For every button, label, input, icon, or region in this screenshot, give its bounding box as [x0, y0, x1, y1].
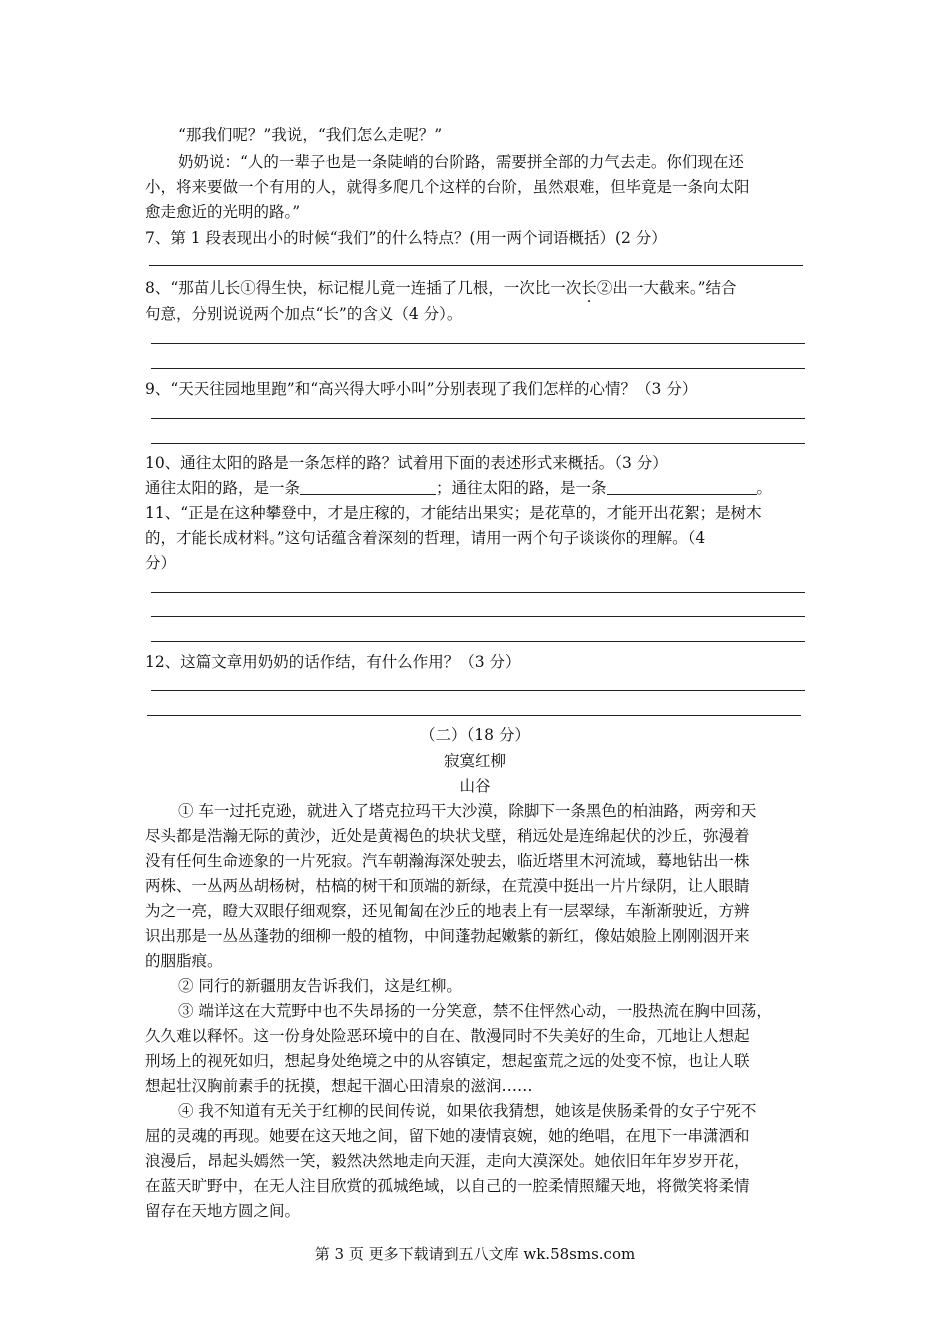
article-line: 两株、一丛两丛胡杨树，枯槁的树干和顶端的新绿，在荒漠中挺出一片片绿阴，让人眼睛 [145, 877, 750, 895]
article-line: 为之一亮，瞪大双眼仔细观察，还见匍匐在沙丘的地表上有一层翠绿，车渐渐驶近，方辨 [145, 902, 750, 920]
question-9: 9、“天天往园地里跑”和“高兴得大呼小叫”分别表现了我们怎样的心情？（3 分） [145, 380, 698, 398]
article-line: ③ 端详这在大荒野中也不失昂扬的一分笑意，禁不住怦然心动，一股热流在胸中回荡， [178, 1002, 772, 1020]
passage-paragraph: 小，将来要做一个有用的人，就得多爬几个这样的台阶，虽然艰难，但毕竟是一条向太阳 [145, 178, 750, 196]
answer-line-q12[interactable] [151, 690, 805, 691]
fill-blank-1[interactable] [300, 478, 436, 495]
answer-line-q8[interactable] [151, 343, 805, 344]
article-line: 屈的灵魂的再现。她要在这天地之间，留下她的凄情哀婉，她的绝唱，在甩下一串潇洒和 [145, 1127, 750, 1145]
answer-line-q12[interactable] [147, 715, 801, 716]
article-line: 刑场上的视死如归，想起身处绝境之中的从容镇定，想起蛮荒之远的处变不惊，也让人联 [145, 1052, 750, 1070]
question-8-line-2: 句意，分别说说两个加点“长”的含义（4 分）。 [145, 305, 463, 323]
answer-line-q11[interactable] [151, 641, 805, 642]
answer-line-q11[interactable] [151, 616, 805, 617]
question-11-line-2: 的，才能长成材料。”这句话蕴含着深刻的哲理，请用一两个句子谈谈你的理解。（4 [145, 529, 706, 547]
question-8-text-b: ②出一大截来。”结合 [596, 279, 737, 297]
question-11: 11、“正是在这种攀登中，才是庄稼的，才能结出果实；是花草的，才能开出花絮；是树木 [145, 504, 762, 522]
section-heading: （二）（18 分） [420, 726, 530, 744]
fill-prompt-b: ；通往太阳的路，是一条 [436, 479, 607, 497]
article-line: 浪漫后，昂起头嫣然一笑，毅然决然地走向天涯，走向大漠深处。她依旧年年岁岁开花， [145, 1152, 750, 1170]
fill-prompt-a: 通往太阳的路，是一条 [145, 479, 301, 497]
article-line: 在蓝天旷野中，在无人注目欣赏的孤城绝域，以自己的一腔柔情照耀天地，将微笑将柔情 [145, 1177, 750, 1195]
article-line: ④ 我不知道有无关于红柳的民间传说，如果依我猜想，她该是侠肠柔骨的女子宁死不 [178, 1102, 757, 1120]
page-footer: 第 3 页 更多下载请到五八文库 wk.58sms.com [314, 1245, 636, 1263]
question-10-fill [145, 477, 772, 499]
fill-blank-2[interactable] [607, 478, 757, 495]
article-line: 识出那是一丛丛蓬勃的细柳一般的植物，中间蓬勃起嫩紫的新红，像姑娘脸上刚刚洇开来 [145, 927, 750, 945]
article-line: 想起壮汉胸前素手的抚摸，想起干涸心田清泉的滋润…… [145, 1077, 533, 1095]
article-line: ② 同行的新疆朋友告诉我们，这是红柳。 [178, 977, 462, 995]
question-8-text-a: 8、“那苗儿长①得生快，标记棍儿竟一连插了几根，一次比一次 [145, 279, 582, 297]
question-11-line-3: 分） [145, 554, 177, 572]
passage-paragraph: 奶奶说：“人的一辈子也是一条陡峭的台阶路，需要拼全部的力气去走。你们现在还 [178, 153, 744, 171]
question-10: 10、通往太阳的路是一条怎样的路？试着用下面的表述形式来概括。（3 分） [145, 454, 668, 472]
article-title: 寂寞红柳 [443, 752, 506, 770]
answer-line-q11[interactable] [151, 592, 805, 593]
article-line: ① 车一过托克逊，就进入了塔克拉玛干大沙漠，除脚下一条黑色的柏油路，两旁和天 [178, 802, 757, 820]
passage-paragraph: 愈走愈近的光明的路。” [145, 203, 301, 221]
answer-line-q9[interactable] [151, 418, 805, 419]
emphasis-dot-char: 长 [581, 279, 597, 297]
passage-paragraph: “那我们呢？”我说，“我们怎么走呢？” [178, 126, 443, 144]
article-author: 山谷 [459, 777, 491, 795]
question-12: 12、这篇文章用奶奶的话作结，有什么作用？（3 分） [145, 653, 521, 671]
article-line: 久久难以释怀。这一份身处险恶环境中的自在、散漫同时不失美好的生命，兀地让人想起 [145, 1027, 750, 1045]
question-7: 7、第 1 段表现出小的时候“我们”的什么特点？(用一两个词语概括）(2 分） [145, 229, 667, 247]
article-line: 没有任何生命迹象的一片死寂。汽车朝瀚海深处驶去，临近塔里木河流域，蓦地钻出一株 [145, 852, 750, 870]
answer-line-q7[interactable] [149, 265, 803, 266]
question-8 [145, 277, 737, 299]
fill-end: 。 [756, 479, 773, 497]
article-line: 尽头都是浩瀚无际的黄沙，近处是黄褐色的块状戈壁，稍远处是连绵起伏的沙丘，弥漫着 [145, 827, 750, 845]
answer-line-q9[interactable] [151, 443, 805, 444]
article-line: 留存在天地方圆之间。 [145, 1202, 301, 1220]
answer-line-q8[interactable] [151, 368, 805, 369]
article-line: 的胭脂痕。 [145, 952, 223, 970]
